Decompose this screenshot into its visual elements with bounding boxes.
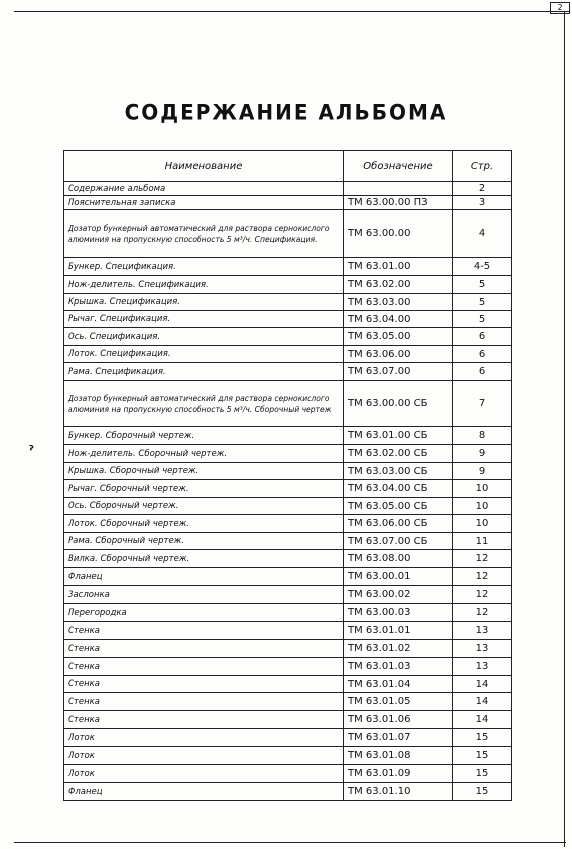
row-name: Стенка — [64, 658, 344, 676]
row-designation: ТМ 63.01.06 — [344, 711, 453, 729]
row-page: 10 — [453, 515, 512, 533]
table-row — [64, 276, 512, 294]
row-designation — [344, 182, 453, 196]
row-name: Рама. Спецификация. — [64, 363, 344, 381]
row-page: 15 — [453, 783, 512, 801]
table-row — [64, 515, 512, 533]
column-header-name: Наименование — [64, 151, 344, 182]
table-row — [64, 328, 512, 346]
row-page: 7 — [453, 381, 512, 427]
row-designation: ТМ 63.00.03 — [344, 604, 453, 622]
row-name: Вилка. Сборочный чертеж. — [64, 550, 344, 568]
contents-table — [63, 150, 512, 801]
row-designation: ТМ 63.03.00 СБ — [344, 463, 453, 480]
row-name: Содержание альбома — [64, 182, 344, 196]
table-row — [64, 311, 512, 328]
row-page: 12 — [453, 568, 512, 586]
row-name: Лоток — [64, 729, 344, 747]
row-designation: ТМ 63.06.00 СБ — [344, 515, 453, 533]
table-row — [64, 729, 512, 747]
row-page: 5 — [453, 311, 512, 328]
row-designation: ТМ 63.01.04 — [344, 676, 453, 693]
row-designation: ТМ 63.04.00 — [344, 311, 453, 328]
row-page: 6 — [453, 346, 512, 363]
page-number: 2 — [557, 3, 563, 12]
row-page: 14 — [453, 711, 512, 729]
row-designation: ТМ 63.02.00 — [344, 276, 453, 294]
table-row — [64, 658, 512, 676]
row-page: 3 — [453, 196, 512, 210]
row-name: Ось. Спецификация. — [64, 328, 344, 346]
row-name: Фланец — [64, 783, 344, 801]
row-designation: ТМ 63.01.00 — [344, 258, 453, 276]
row-page: 13 — [453, 640, 512, 658]
row-designation: ТМ 63.00.00 ПЗ — [344, 196, 453, 210]
row-page: 10 — [453, 498, 512, 515]
row-name: Ось. Сборочный чертеж. — [64, 498, 344, 515]
table-row — [64, 550, 512, 568]
row-page: 13 — [453, 622, 512, 640]
row-name: Нож-делитель. Спецификация. — [64, 276, 344, 294]
row-name: Дозатор бункерный автоматический для раствора сернокислого алюминия на пропускную способность 5 м³/ч. Спецификация. — [64, 210, 344, 258]
row-designation: ТМ 63.05.00 — [344, 328, 453, 346]
row-page: 6 — [453, 328, 512, 346]
row-page: 9 — [453, 445, 512, 463]
row-name: Стенка — [64, 640, 344, 658]
row-designation: ТМ 63.01.09 — [344, 765, 453, 783]
table-row — [64, 182, 512, 196]
row-designation: ТМ 63.00.00 — [344, 210, 453, 258]
row-name: Нож-делитель. Сборочный чертеж. — [64, 445, 344, 463]
row-name: Лоток — [64, 747, 344, 765]
row-designation: ТМ 63.08.00 — [344, 550, 453, 568]
frame-bottom-line — [14, 842, 566, 843]
row-page: 9 — [453, 463, 512, 480]
table-row — [64, 346, 512, 363]
table-row — [64, 363, 512, 381]
table-row — [64, 622, 512, 640]
row-name: Крышка. Сборочный чертеж. — [64, 463, 344, 480]
row-designation: ТМ 63.03.00 — [344, 294, 453, 311]
table-row — [64, 783, 512, 801]
row-name: Фланец — [64, 568, 344, 586]
row-designation: ТМ 63.00.02 — [344, 586, 453, 604]
row-page: 15 — [453, 747, 512, 765]
row-name: Стенка — [64, 693, 344, 711]
row-name: Стенка — [64, 676, 344, 693]
page-number-box — [550, 2, 570, 14]
row-page: 13 — [453, 658, 512, 676]
row-designation: ТМ 63.04.00 СБ — [344, 480, 453, 498]
row-page: 2 — [453, 182, 512, 196]
table-row — [64, 463, 512, 480]
row-designation: ТМ 63.00.01 — [344, 568, 453, 586]
row-page: 15 — [453, 729, 512, 747]
row-page: 5 — [453, 276, 512, 294]
row-designation: ТМ 63.01.01 — [344, 622, 453, 640]
table-row — [64, 480, 512, 498]
row-designation: ТМ 63.01.05 — [344, 693, 453, 711]
row-designation: ТМ 63.07.00 СБ — [344, 533, 453, 550]
frame-right-line — [564, 11, 565, 847]
margin-mark: ˀ — [29, 444, 34, 459]
row-designation: ТМ 63.01.02 — [344, 640, 453, 658]
row-designation: ТМ 63.01.08 — [344, 747, 453, 765]
table-row — [64, 676, 512, 693]
row-page: 14 — [453, 676, 512, 693]
row-name: Рычаг. Сборочный чертеж. — [64, 480, 344, 498]
row-name: Лоток. Спецификация. — [64, 346, 344, 363]
row-designation: ТМ 63.01.10 — [344, 783, 453, 801]
row-name: Пояснительная записка — [64, 196, 344, 210]
table-row — [64, 640, 512, 658]
row-designation: ТМ 63.00.00 СБ — [344, 381, 453, 427]
table-row — [64, 533, 512, 550]
row-name: Рычаг. Спецификация. — [64, 311, 344, 328]
row-page: 12 — [453, 604, 512, 622]
row-designation: ТМ 63.01.03 — [344, 658, 453, 676]
row-page: 12 — [453, 550, 512, 568]
table-row — [64, 747, 512, 765]
table-row — [64, 765, 512, 783]
table-row — [64, 604, 512, 622]
table-row — [64, 693, 512, 711]
table-row — [64, 294, 512, 311]
row-name: Перегородка — [64, 604, 344, 622]
row-designation: ТМ 63.05.00 СБ — [344, 498, 453, 515]
table-row — [64, 568, 512, 586]
table-row — [64, 586, 512, 604]
row-name: Лоток — [64, 765, 344, 783]
row-page: 15 — [453, 765, 512, 783]
row-designation: ТМ 63.07.00 — [344, 363, 453, 381]
table-row — [64, 445, 512, 463]
row-page: 4-5 — [453, 258, 512, 276]
row-designation: ТМ 63.01.00 СБ — [344, 427, 453, 445]
row-name: Заслонка — [64, 586, 344, 604]
row-page: 11 — [453, 533, 512, 550]
frame-top-line — [14, 11, 570, 12]
column-header-page: Стр. — [453, 151, 512, 182]
row-name: Бункер. Спецификация. — [64, 258, 344, 276]
table-row — [64, 196, 512, 210]
table-row — [64, 210, 512, 258]
row-page: 10 — [453, 480, 512, 498]
row-page: 6 — [453, 363, 512, 381]
row-page: 12 — [453, 586, 512, 604]
row-designation: ТМ 63.01.07 — [344, 729, 453, 747]
table-row — [64, 381, 512, 427]
page-title: СОДЕРЖАНИЕ АЛЬБОМА — [124, 99, 448, 125]
row-designation: ТМ 63.02.00 СБ — [344, 445, 453, 463]
row-page: 8 — [453, 427, 512, 445]
table-row — [64, 498, 512, 515]
table-header-row — [64, 151, 512, 182]
column-header-designation: Обозначение — [344, 151, 453, 182]
row-name: Бункер. Сборочный чертеж. — [64, 427, 344, 445]
row-name: Стенка — [64, 622, 344, 640]
row-name: Рама. Сборочный чертеж. — [64, 533, 344, 550]
row-page: 4 — [453, 210, 512, 258]
row-name: Лоток. Сборочный чертеж. — [64, 515, 344, 533]
row-name: Крышка. Спецификация. — [64, 294, 344, 311]
table-row — [64, 427, 512, 445]
table-row — [64, 258, 512, 276]
row-page: 5 — [453, 294, 512, 311]
table-row — [64, 711, 512, 729]
row-name: Дозатор бункерный автоматический для раствора сернокислого алюминия на пропускную способность 5 м³/ч. Сборочный чертеж — [64, 381, 344, 427]
row-name: Стенка — [64, 711, 344, 729]
row-designation: ТМ 63.06.00 — [344, 346, 453, 363]
row-page: 14 — [453, 693, 512, 711]
table-body — [64, 182, 512, 801]
